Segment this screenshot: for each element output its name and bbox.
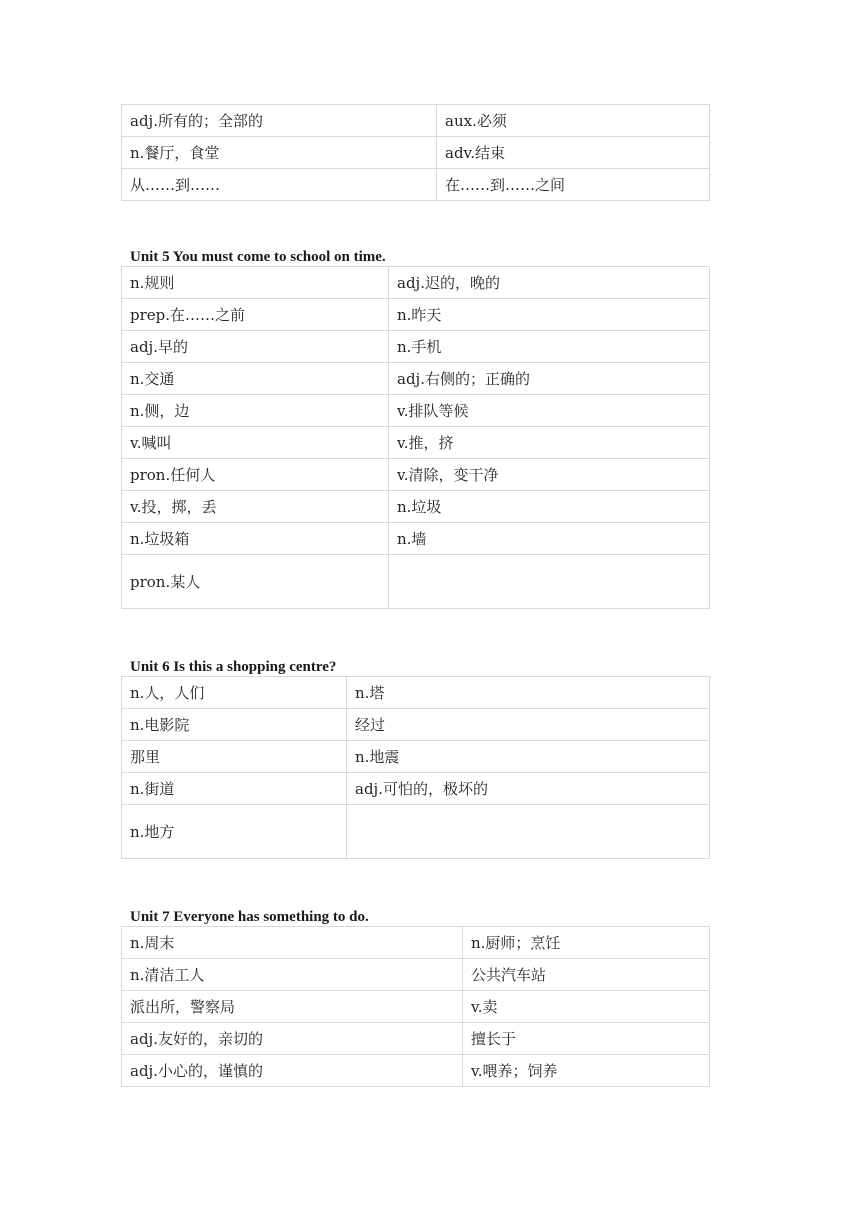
unit6-section bbox=[121, 658, 710, 859]
vocab-cell: adj.小心的，谨慎的 bbox=[122, 1055, 463, 1087]
unit7-section bbox=[121, 908, 710, 1087]
vocab-cell: 擅长于 bbox=[463, 1023, 710, 1055]
vocab-table-previous bbox=[121, 104, 710, 201]
vocab-table-unit5 bbox=[121, 266, 710, 609]
vocab-cell bbox=[389, 555, 710, 609]
vocab-cell: adj.可怕的，极坏的 bbox=[347, 773, 710, 805]
vocab-cell: v.喊叫 bbox=[122, 427, 389, 459]
table-row bbox=[122, 741, 710, 773]
vocab-cell: v.喂养；饲养 bbox=[463, 1055, 710, 1087]
table-row bbox=[122, 459, 710, 491]
vocab-cell: n.交通 bbox=[122, 363, 389, 395]
table-row bbox=[122, 427, 710, 459]
vocab-cell: adj.所有的；全部的 bbox=[122, 105, 437, 137]
table-row bbox=[122, 773, 710, 805]
table-row bbox=[122, 169, 710, 201]
vocab-cell: n.周末 bbox=[122, 927, 463, 959]
table-row bbox=[122, 1023, 710, 1055]
vocab-cell: n.电影院 bbox=[122, 709, 347, 741]
vocab-table-unit6 bbox=[121, 676, 710, 859]
vocab-cell: 从……到…… bbox=[122, 169, 437, 201]
vocab-cell: n.餐厅，食堂 bbox=[122, 137, 437, 169]
vocab-cell: 经过 bbox=[347, 709, 710, 741]
vocab-cell: n.墙 bbox=[389, 523, 710, 555]
vocab-cell: 在……到……之间 bbox=[437, 169, 710, 201]
vocab-cell: v.排队等候 bbox=[389, 395, 710, 427]
vocab-cell: adj.早的 bbox=[122, 331, 389, 363]
table-row bbox=[122, 491, 710, 523]
vocab-cell: n.清洁工人 bbox=[122, 959, 463, 991]
vocab-cell: pron.某人 bbox=[122, 555, 389, 609]
vocab-block-previous bbox=[121, 104, 710, 201]
table-row bbox=[122, 267, 710, 299]
unit6-title: Unit 6 Is this a shopping centre? bbox=[130, 659, 337, 675]
vocab-cell: v.投，掷，丢 bbox=[122, 491, 389, 523]
vocab-cell: n.地方 bbox=[122, 805, 347, 859]
vocab-cell: n.昨天 bbox=[389, 299, 710, 331]
table-row bbox=[122, 709, 710, 741]
vocab-cell: 那里 bbox=[122, 741, 347, 773]
table-row bbox=[122, 959, 710, 991]
vocab-cell: adj.迟的，晚的 bbox=[389, 267, 710, 299]
unit7-title: Unit 7 Everyone has something to do. bbox=[130, 909, 369, 925]
vocab-cell: adj.友好的，亲切的 bbox=[122, 1023, 463, 1055]
table-row bbox=[122, 805, 710, 859]
vocab-cell: v.卖 bbox=[463, 991, 710, 1023]
vocab-cell: n.垃圾箱 bbox=[122, 523, 389, 555]
table-row bbox=[122, 523, 710, 555]
vocab-table-unit7 bbox=[121, 926, 710, 1087]
vocab-cell: n.厨师；烹饪 bbox=[463, 927, 710, 959]
vocab-cell: n.地震 bbox=[347, 741, 710, 773]
table-row bbox=[122, 991, 710, 1023]
vocab-cell: n.塔 bbox=[347, 677, 710, 709]
vocab-cell: n.手机 bbox=[389, 331, 710, 363]
unit5-section bbox=[121, 248, 710, 609]
vocab-cell: pron.任何人 bbox=[122, 459, 389, 491]
table-row bbox=[122, 137, 710, 169]
table-row bbox=[122, 331, 710, 363]
vocab-cell: n.人，人们 bbox=[122, 677, 347, 709]
vocab-cell bbox=[347, 805, 710, 859]
table-row bbox=[122, 677, 710, 709]
table-row bbox=[122, 299, 710, 331]
vocab-cell: adv.结束 bbox=[437, 137, 710, 169]
vocab-cell: v.推，挤 bbox=[389, 427, 710, 459]
table-row bbox=[122, 395, 710, 427]
vocab-cell: 公共汽车站 bbox=[463, 959, 710, 991]
table-row bbox=[122, 1055, 710, 1087]
vocab-cell: 派出所，警察局 bbox=[122, 991, 463, 1023]
vocab-cell: v.清除，变干净 bbox=[389, 459, 710, 491]
table-row bbox=[122, 555, 710, 609]
vocab-cell: aux.必须 bbox=[437, 105, 710, 137]
vocab-cell: prep.在……之前 bbox=[122, 299, 389, 331]
table-row bbox=[122, 927, 710, 959]
vocab-cell: adj.右侧的；正确的 bbox=[389, 363, 710, 395]
table-row bbox=[122, 363, 710, 395]
unit5-title: Unit 5 You must come to school on time. bbox=[130, 249, 386, 265]
vocab-cell: n.垃圾 bbox=[389, 491, 710, 523]
table-row bbox=[122, 105, 710, 137]
vocab-cell: n.侧，边 bbox=[122, 395, 389, 427]
vocab-cell: n.街道 bbox=[122, 773, 347, 805]
vocab-cell: n.规则 bbox=[122, 267, 389, 299]
